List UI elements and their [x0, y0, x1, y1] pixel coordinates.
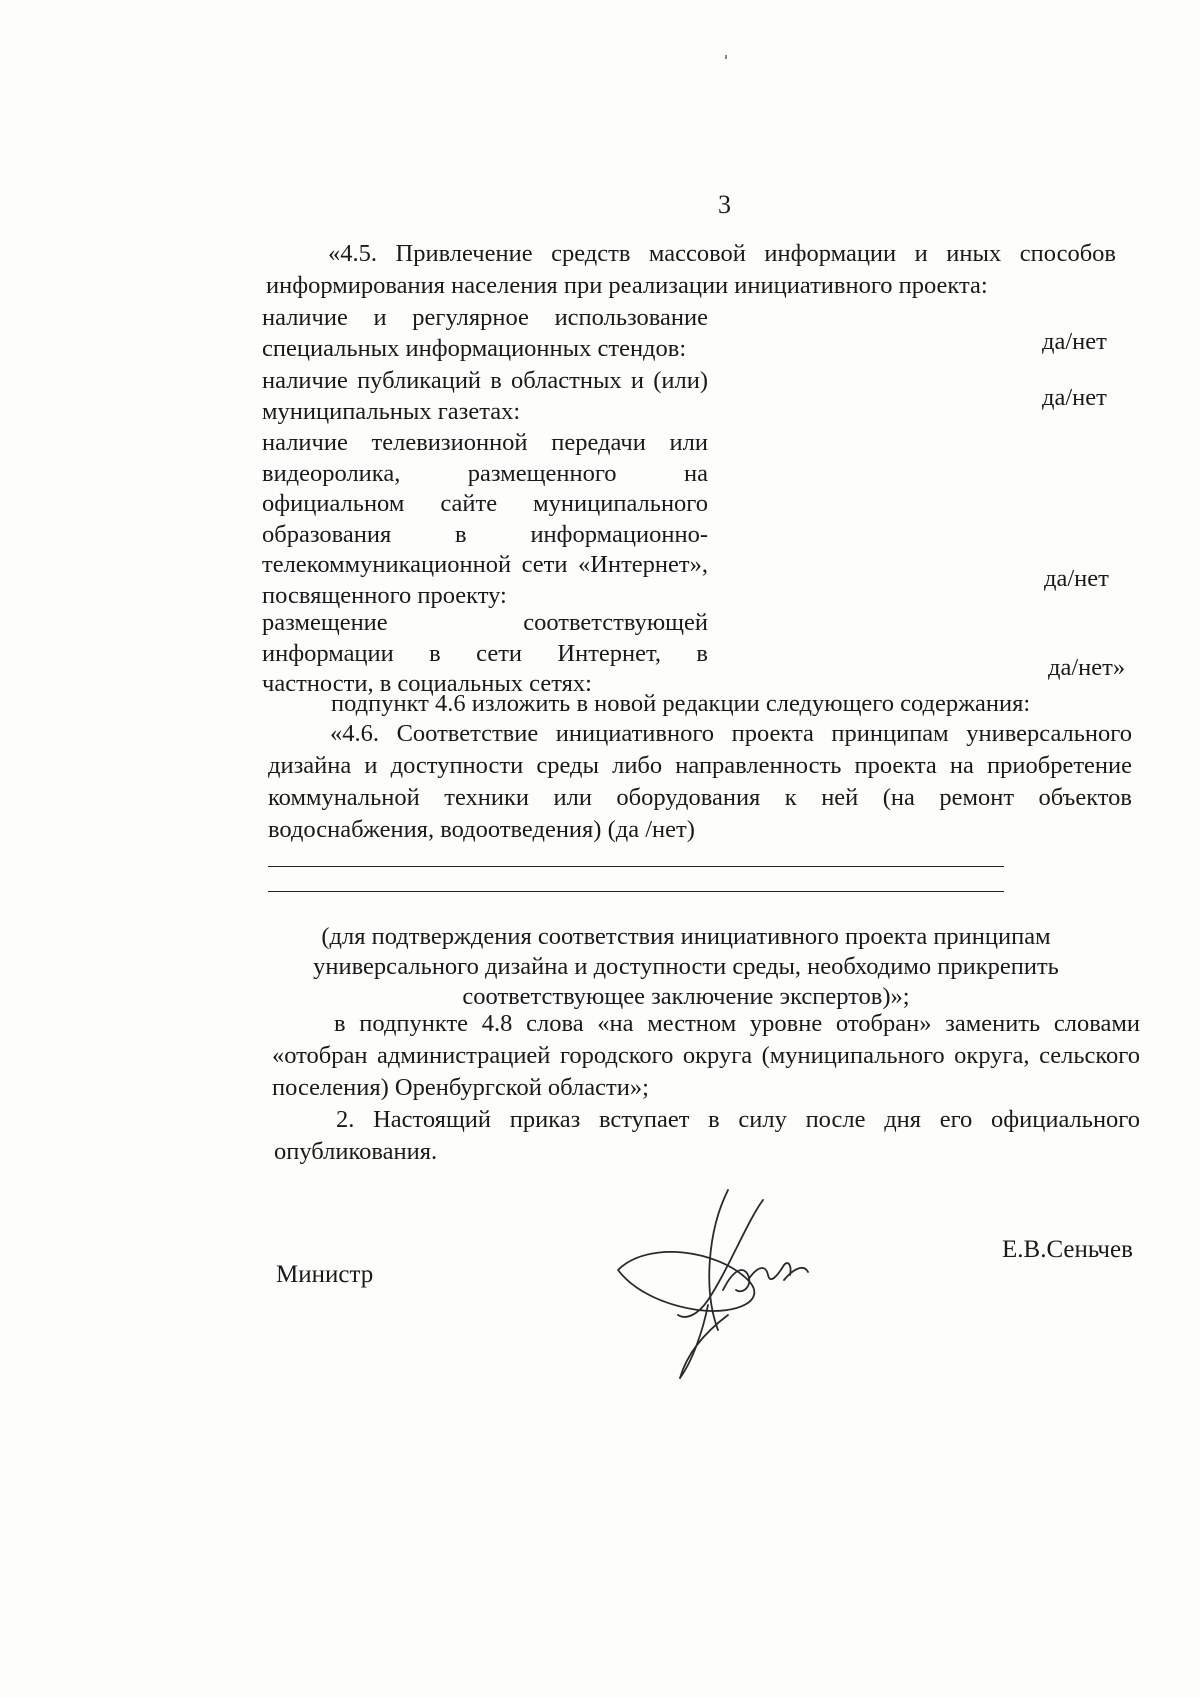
signer-name: Е.В.Сеньчев	[1002, 1236, 1133, 1263]
handwritten-signature	[608, 1180, 848, 1380]
criteria-item-text: наличие публикаций в областных и (или) муниципальных газетах:	[262, 367, 708, 425]
criteria-item-answer: да/нет	[1042, 384, 1107, 411]
section-4-6: «4.6. Соответствие инициативного проекта принципам универсального дизайна и доступности среды либо направленность проекта на приобретение коммунальной техники или оборудования к ней (на ремонт объектов водоснабжения, водоотведения) (да /нет)	[268, 720, 1132, 843]
criteria-item-answer: да/нет	[1044, 565, 1109, 592]
criteria-item-answer: да/нет	[1042, 328, 1107, 355]
point-2: 2. Настоящий приказ вступает в силу после дня его официального опубликования.	[274, 1106, 1140, 1165]
signer-role: Министр	[276, 1261, 374, 1288]
subpoint-4-8: в подпункте 4.8 слова «на местном уровне отобран» заменить словами «отобран администрацией городского округа (муниципального округа, сельского поселения) Оренбургской области»;	[272, 1010, 1140, 1101]
criteria-item-text: наличие телевизионной передачи или видеоролика, размещенного на официальном сайте муниципального образования в информационно-телекоммуникационной сети «Интернет», посвященного проекту:	[262, 429, 708, 609]
scan-speck	[725, 55, 727, 59]
section-4-5-heading: «4.5. Привлечение средств массовой информации и иных способов информирования населения при реализации инициативного проекта:	[266, 240, 1116, 299]
blank-line	[268, 891, 1004, 892]
criteria-item-text: наличие и регулярное использование специальных информационных стендов:	[262, 304, 708, 362]
subpoint-4-6-intro: подпункт 4.6 изложить в новой редакции следующего содержания:	[331, 690, 1031, 717]
criteria-item-answer: да/нет»	[1048, 654, 1126, 681]
page-number: 3	[718, 190, 731, 219]
criteria-item-text: размещение соответствующей информации в сети Интернет, в частности, в социальных сетях:	[262, 609, 708, 697]
blank-line	[268, 866, 1004, 867]
expert-conclusion-note: (для подтверждения соответствия инициативного проекта принципам универсального дизайна и доступности среды, необходимо прикрепить соответствующее заключение экспертов)»;	[313, 923, 1059, 1010]
